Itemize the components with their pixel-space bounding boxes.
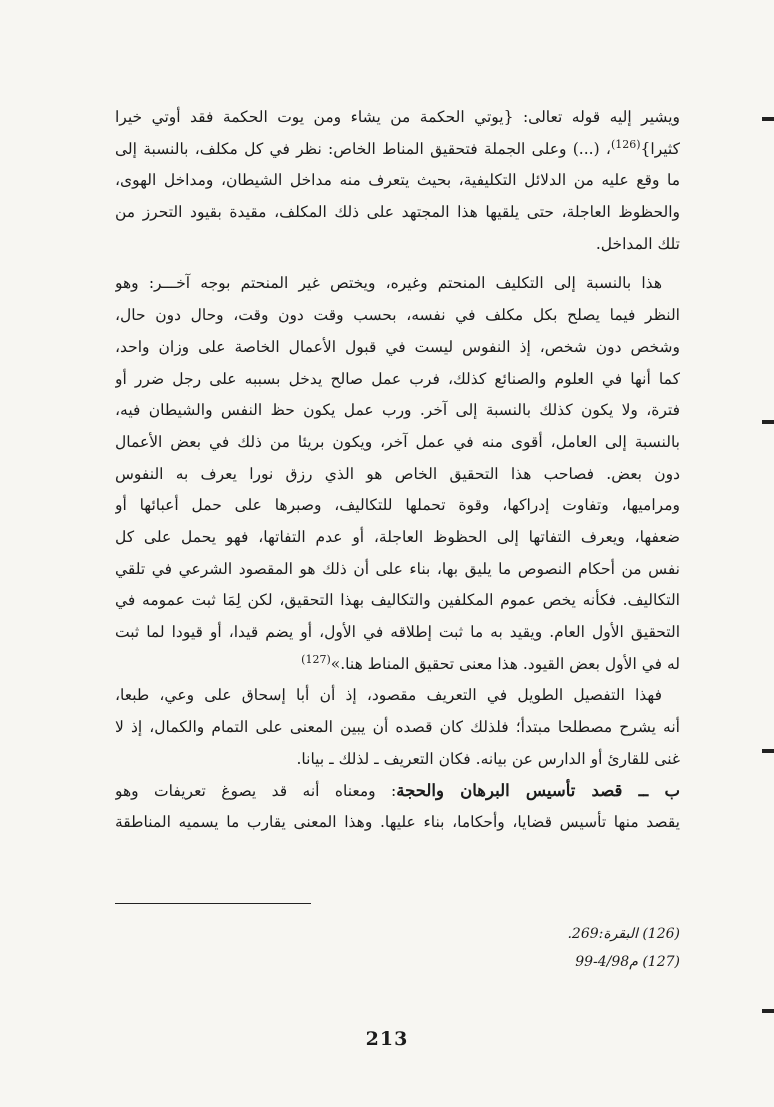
footnote-divider [115,903,311,904]
footnote-ref-127: (127) [301,652,331,666]
page-body [115,102,680,839]
text-line: يقصد منها تأسيس قضايا، وأحكاما، بناء عليها. وهذا المعنى يقارب ما يسميه المناطقة [115,813,680,832]
text-line: ويشير إليه قوله تعالى: {يوتي الحكمة من يشاء ومن يوت الحكمة فقد أوتي خيرا [115,108,680,126]
text-line: بالنسبة إلى العامل، أقوى منه في عمل آخر، ويكون بريئا من ذلك في بعض الأعمال [115,432,680,451]
text-line [115,775,680,807]
text-line: التحقيق الأول العام. ويقيد به ما ثبت إطلاقه في الأول، أو يضم قيدا، أو قيودا لما ثبت [115,623,680,641]
quote-close: كثيرا} [640,139,680,158]
text-line: والحظوظ العاجلة، حتى يلقيها هذا المجتهد على ذلك المكلف، مقيدة بقيود التحرز من [115,203,680,222]
line-text: له في الأول بعض القيود. هذا معنى تحقيق المناط هنا.» [330,654,680,673]
text-line: تلك المداخل. [595,234,680,253]
text-line [115,649,680,681]
margin-mark [762,117,774,121]
text-line: التكاليف. فكأنه يخص عموم المكلفين والتكاليف بهذا التحقيق، لكن لِمَا ثبت عمومه في [115,591,680,610]
footnote-ref-126: (126) [610,137,641,151]
line-text: ، (...) وعلى الجملة فتحقيق المناط الخاص: نظر في كل مكلف، بالنسبة إلى [115,139,611,158]
text-line: وشخص دون شخص، إذ النفوس ليست في قبول الأعمال الخاصة على وزان واحد، [115,337,680,356]
text-line: أنه يشرح مصطلحا مبتدأ؛ فلذلك كان قصده أن يبين المعنى على التمام والكمال، إذ لا [115,718,680,737]
text-line: فهذا التفصيل الطويل في التعريف مقصود، إذ أن أبا إسحاق على وعي، طبعا، [115,686,662,705]
margin-mark [762,749,774,753]
text-line: ومراميها، وتفاوت إدراكها، وقوة تحملها للتكاليف، وصبرها على حمل أعبائها أو [115,496,680,515]
text-line: النظر فيما يصلح بكل مكلف في نفسه، بحسب وقت دون وقت، وحال دون حال، [115,306,680,325]
text-line: غنى للقارئ أو الدارس عن بيانه. فكان التعريف ـ لذلك ـ بيانا. [296,749,680,768]
section-heading: ب ــ قصد تأسيس البرهان والحجة [396,781,680,801]
text-line: كما أنها في العلوم والصنائع كذلك، فرب عمل صالح يدخل بسببه على رجل ضرر أو [115,369,680,388]
text-line: نفس من أحكام النصوص ما يليق بها، بناء على أن ذلك هو المقصود الشرعي في تلقي [115,559,680,578]
paragraph-gap [115,260,680,268]
margin-mark [762,420,774,424]
margin-mark [762,1009,774,1013]
page-number: 213 [365,1028,409,1050]
text-line: فترة، ولا يكون كذلك بالنسبة إلى آخر. ورب عمل يكون حظ النفس والشيطان فيه، [115,401,680,420]
text-line [115,134,680,166]
footnote-126: (126) البقرة:269. [567,926,680,942]
line-text: : ومعناه أنه قد يصوغ تعريفات وهو [115,782,397,801]
text-line: ما وقع عليه من الدلائل التكليفية، بحيث يتعرف منه مداخل الشيطان، ومداخل الهوى، [115,171,680,190]
text-line: هذا بالنسبة إلى التكليف المنحتم وغيره، ويختص غير المنحتم بوجه آخـــر: وهو [115,274,662,293]
footnote-127: (127) م4/98-99 [575,954,680,970]
text-line: دون بعض. فصاحب هذا التحقيق الخاص هو الذي رزق نورا يعرف به النفوس [115,464,680,483]
footnotes [440,920,680,976]
text-line: ضعفها، ويعرف التفاتها إلى الحظوظ العاجلة، أو عدم التفاتها، فهو يحمل على كل [115,527,680,546]
